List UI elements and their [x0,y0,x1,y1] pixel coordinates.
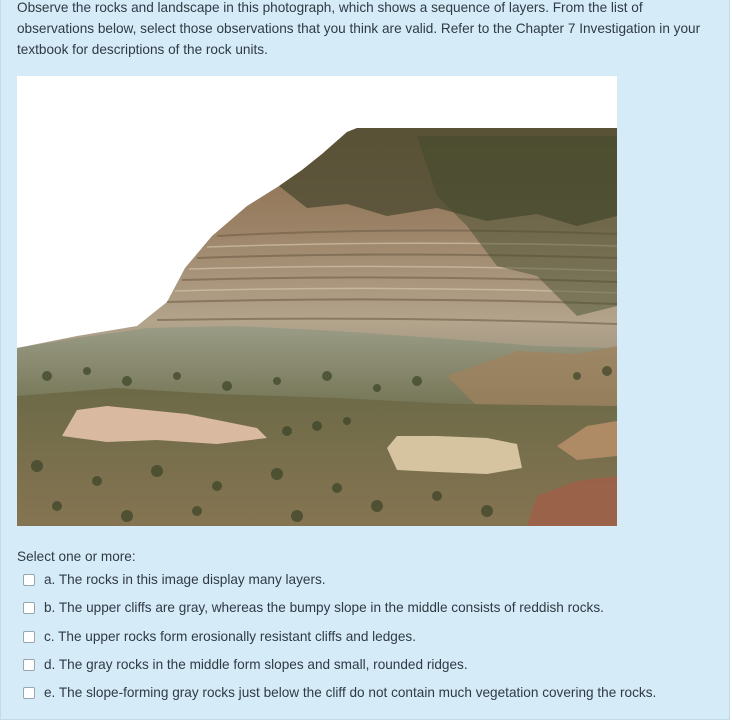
option-b-label: b. The upper cliffs are gray, whereas the bumpy slope in the middle consists of reddish rocks. [44,600,604,616]
options-list [23,571,723,712]
option-c-label: c. The upper rocks form erosionally resistant cliffs and ledges. [44,628,416,644]
select-instruction: Select one or more: [17,549,136,564]
option-d[interactable] [23,656,723,684]
checkbox-b[interactable] [23,602,35,614]
checkbox-e[interactable] [23,687,35,699]
checkbox-a[interactable] [23,574,35,586]
option-c[interactable] [23,628,723,656]
option-a[interactable] [23,571,723,599]
question-prompt: Observe the rocks and landscape in this photograph, which shows a sequence of layers. From the list of observations below, select those observations that you think are valid. Refer to the Chapter 7 Investigation in your textbook for descriptions of the rock units. [17,0,701,57]
option-e-label: e. The slope-forming gray rocks just below the cliff do not contain much vegetation covering the rocks. [44,685,657,701]
option-b[interactable] [23,599,723,627]
option-e[interactable] [23,684,723,712]
option-a-label: a. The rocks in this image display many layers. [44,572,326,587]
checkbox-c[interactable] [23,631,35,643]
option-d-label: d. The gray rocks in the middle form slopes and small, rounded ridges. [44,656,468,672]
checkbox-d[interactable] [23,659,35,671]
landscape-photo [17,76,617,526]
